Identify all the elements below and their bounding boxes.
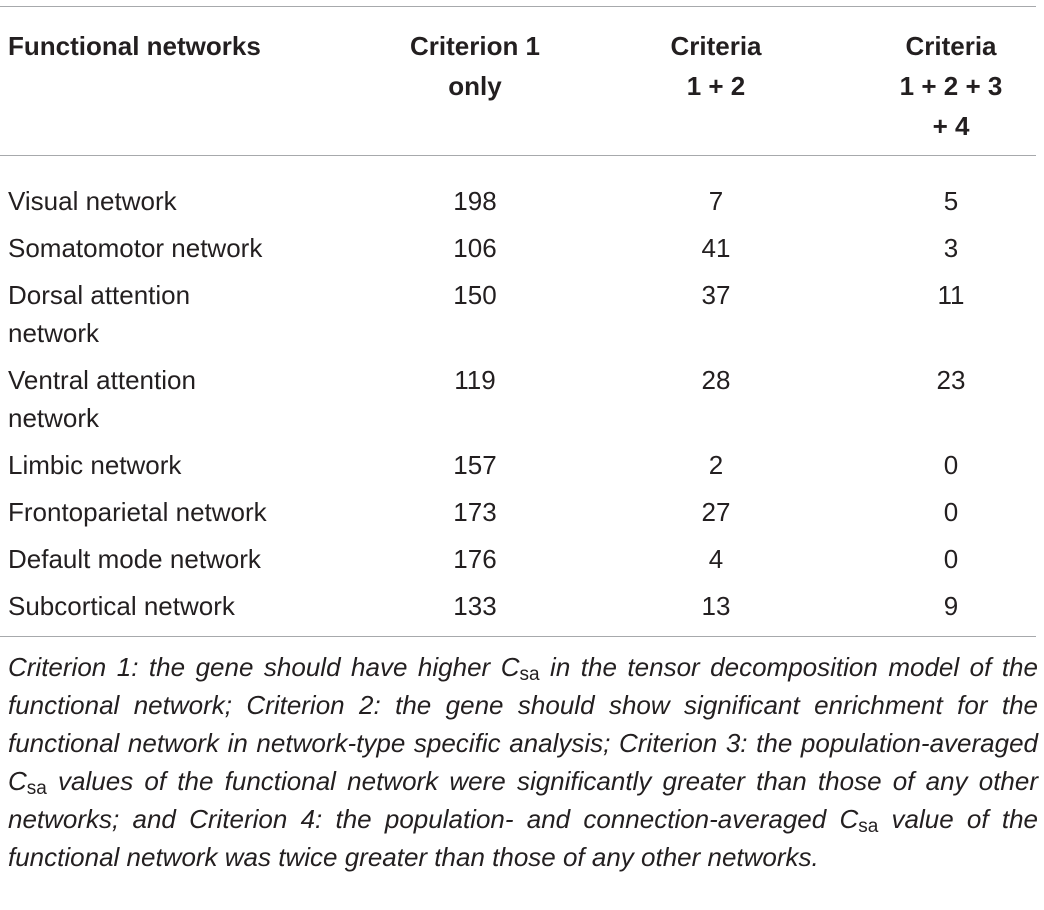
name-line: network — [8, 318, 100, 348]
name-line: Default mode network — [8, 544, 261, 574]
csa-symbol: C — [839, 804, 859, 834]
criteria-1-2-3-4-value: 0 — [943, 497, 959, 527]
header-line: 1 + 2 + 3 — [899, 71, 1003, 101]
name-line: network — [8, 403, 100, 433]
criteria-1-2-value: 28 — [701, 365, 731, 395]
csa-subscript: sa — [26, 778, 47, 799]
criteria-1-2-3-4-value: 23 — [936, 365, 966, 395]
criteria-1-2-value: 41 — [701, 233, 731, 263]
name-line: Visual network — [8, 186, 177, 216]
table-footnote — [8, 648, 1038, 876]
criterion-1-value: 119 — [454, 365, 496, 395]
name-line: Ventral attention — [8, 365, 196, 395]
column-header-criteria-1-2 — [566, 6, 866, 167]
table-row — [0, 587, 1036, 634]
csa-symbol: C — [500, 652, 520, 682]
criteria-1-2-3-4-value: 0 — [943, 450, 959, 480]
name-line: Somatomotor network — [8, 233, 263, 263]
criteria-1-2-3-4-value: 3 — [943, 233, 959, 263]
header-line: Criterion 1 — [409, 31, 541, 61]
criteria-1-2-value: 37 — [701, 280, 731, 310]
criterion-1-value: 150 — [453, 280, 497, 310]
csa-symbol: C — [8, 766, 27, 796]
criteria-1-2-value: 4 — [708, 544, 724, 574]
footnote-text: value of the functional network was twice greater than those of any other networks. — [8, 804, 1038, 872]
criterion-1-value: 133 — [453, 591, 497, 621]
criteria-1-2-value: 13 — [701, 591, 731, 621]
criteria-1-2-3-4-value: 0 — [943, 544, 959, 574]
criterion-1-value: 157 — [453, 450, 497, 480]
name-line: Dorsal attention — [8, 280, 191, 310]
criteria-1-2-3-4-value: 11 — [937, 280, 965, 310]
footnote-text: Criterion 1: the gene should have higher — [8, 652, 501, 682]
name-line: Frontoparietal network — [8, 497, 267, 527]
header-line: only — [448, 71, 502, 101]
network-name — [0, 361, 384, 446]
name-line: Limbic network — [8, 450, 182, 480]
column-header-criteria-1-2-3-4 — [866, 6, 1036, 167]
footnote-text: values of the functional network were significantly greater than those of any other networks; and Criterion 4: the population- and connection-averaged — [8, 766, 1038, 834]
csa-subscript: sa — [519, 664, 540, 685]
table-row — [0, 167, 1036, 229]
header-line: Criteria — [670, 31, 762, 61]
criterion-1-value: 198 — [453, 186, 497, 216]
table-bottom-rule — [0, 636, 1036, 637]
criterion-1-value: 176 — [453, 544, 497, 574]
criterion-1-value: 106 — [453, 233, 497, 263]
criteria-1-2-value: 27 — [701, 497, 731, 527]
network-name — [0, 587, 384, 634]
header-line: 1 + 2 — [686, 71, 746, 101]
column-header-networks — [0, 6, 384, 167]
header-line: Functional networks — [8, 31, 261, 61]
table-row — [0, 361, 1036, 446]
table-row — [0, 229, 1036, 276]
criteria-1-2-value: 7 — [708, 186, 724, 216]
name-line: Subcortical network — [8, 591, 235, 621]
table-row — [0, 493, 1036, 540]
footnote-text: in the tensor decomposition model of the functional network; Criterion 2: the gene should show significant enrichment for the functional network in network-type specific analysis; Criterion 3: the population-averaged — [8, 652, 1038, 758]
table-header-row — [0, 6, 1036, 167]
network-name — [0, 493, 384, 540]
header-line: + 4 — [932, 111, 970, 141]
criterion-1-value: 173 — [453, 497, 497, 527]
network-name — [0, 540, 384, 587]
network-name — [0, 446, 384, 493]
criteria-1-2-3-4-value: 5 — [943, 186, 959, 216]
data-table — [0, 6, 1036, 634]
network-name — [0, 276, 384, 361]
criteria-1-2-value: 2 — [708, 450, 724, 480]
csa-subscript: sa — [858, 816, 879, 837]
column-header-criterion-1 — [384, 6, 566, 167]
criteria-1-2-3-4-value: 9 — [943, 591, 959, 621]
table-row — [0, 276, 1036, 361]
network-name — [0, 167, 384, 229]
table-row — [0, 446, 1036, 493]
header-line: Criteria — [905, 31, 997, 61]
table-row — [0, 540, 1036, 587]
network-name — [0, 229, 384, 276]
